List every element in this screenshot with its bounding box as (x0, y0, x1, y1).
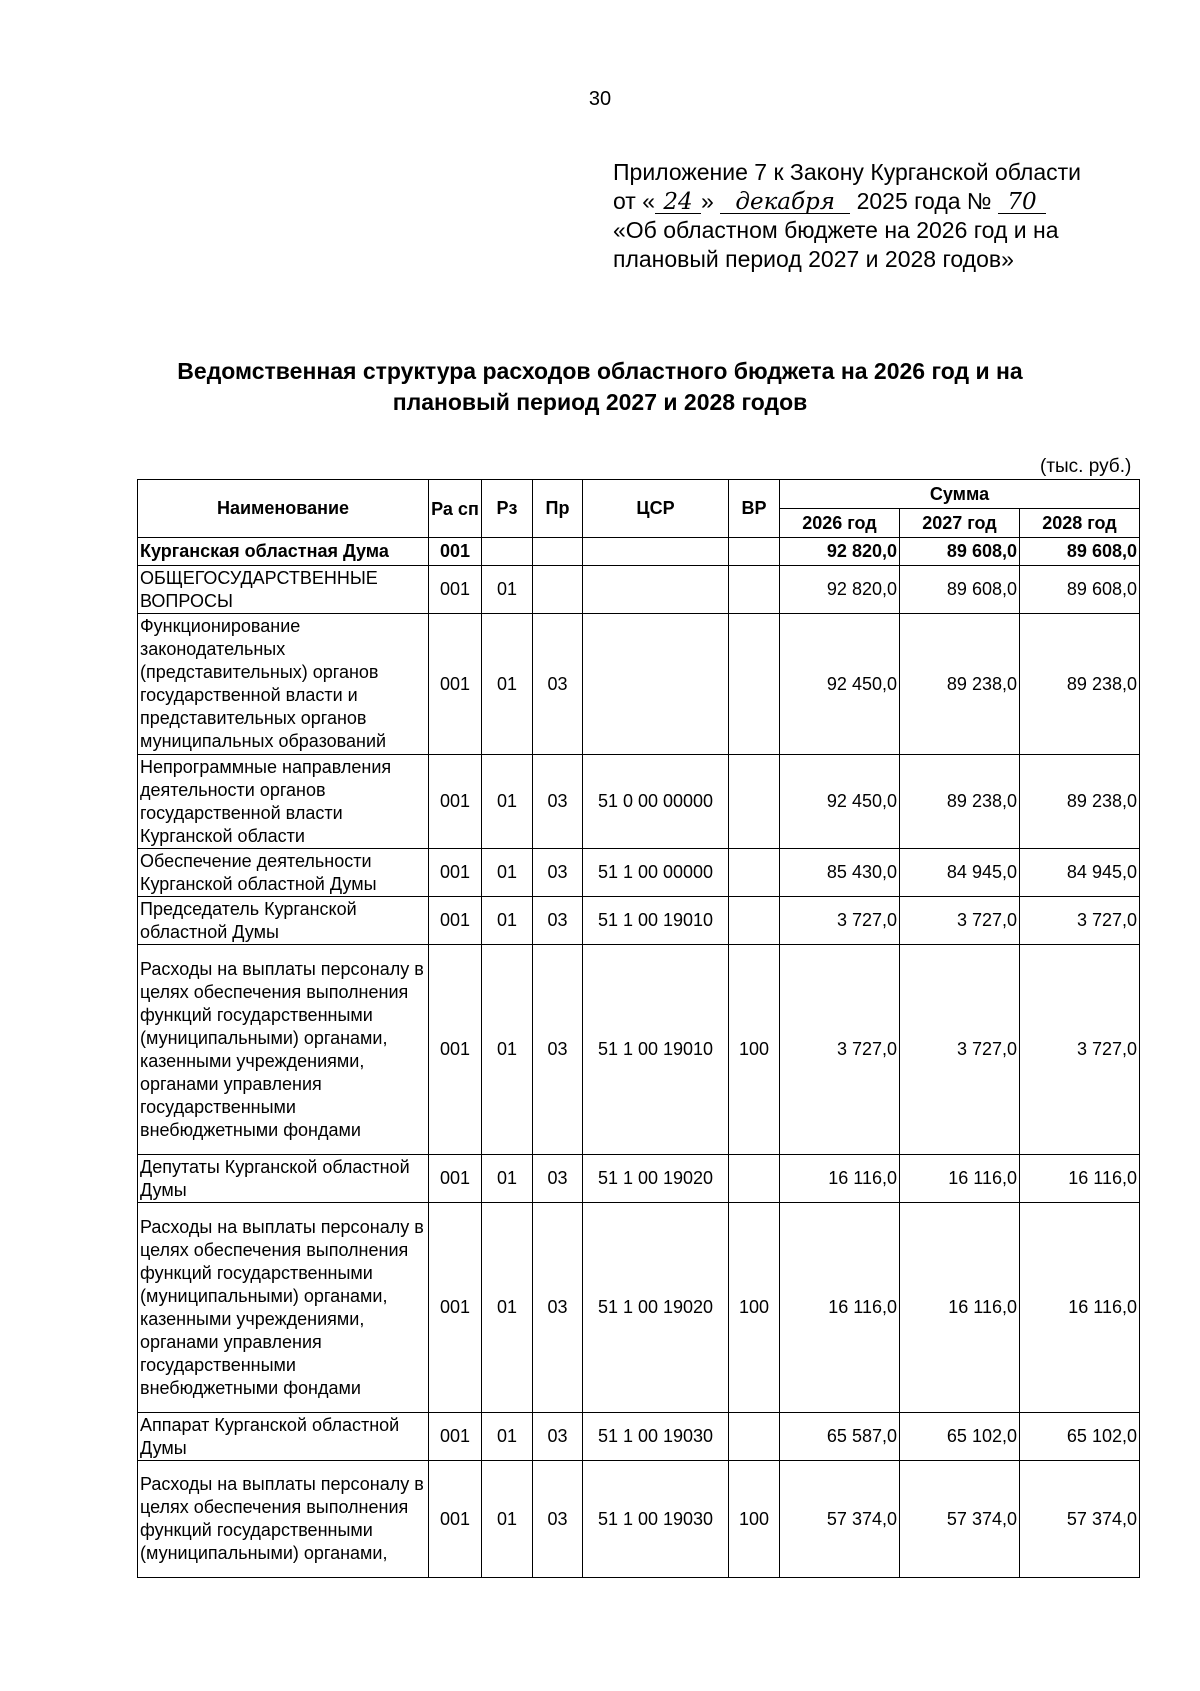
row-csr: 51 1 00 19010 (583, 897, 729, 945)
row-name: Председатель Курганской областной Думы (138, 897, 429, 945)
row-vr (729, 849, 780, 897)
row-rz: 01 (482, 1461, 533, 1578)
row-csr: 51 1 00 19010 (583, 945, 729, 1155)
table-row (138, 1413, 1140, 1461)
row-pr: 03 (533, 849, 583, 897)
row-2028: 16 116,0 (1020, 1155, 1140, 1203)
row-vr (729, 566, 780, 614)
header-csr: ЦСР (583, 480, 729, 538)
row-csr: 51 1 00 00000 (583, 849, 729, 897)
row-pr: 03 (533, 1155, 583, 1203)
table-row (138, 897, 1140, 945)
row-2026: 3 727,0 (780, 945, 900, 1155)
row-csr: 51 1 00 19020 (583, 1203, 729, 1413)
row-name: ОБЩЕГОСУДАРСТВЕННЫЕ ВОПРОСЫ (138, 566, 429, 614)
row-2026: 92 820,0 (780, 566, 900, 614)
row-rasp: 001 (429, 897, 482, 945)
row-2026: 16 116,0 (780, 1155, 900, 1203)
header-rasp: Ра сп (429, 480, 482, 538)
row-pr (533, 538, 583, 566)
row-rasp: 001 (429, 566, 482, 614)
row-rasp: 001 (429, 1461, 482, 1578)
row-csr: 51 0 00 00000 (583, 755, 729, 849)
page-number: 30 (588, 88, 612, 110)
header-rz: Рз (482, 480, 533, 538)
row-2027: 89 238,0 (900, 614, 1020, 755)
row-2028: 89 608,0 (1020, 538, 1140, 566)
row-rasp: 001 (429, 755, 482, 849)
row-csr: 51 1 00 19030 (583, 1461, 729, 1578)
row-rasp: 001 (429, 614, 482, 755)
row-rasp: 001 (429, 945, 482, 1155)
annex-header (613, 158, 1153, 274)
header-2028: 2028 год (1020, 509, 1140, 538)
handwritten-month: декабря (720, 191, 850, 214)
handwritten-law-number: 70 (998, 191, 1046, 214)
title-line-2: плановый период 2027 и 2028 годов (392, 389, 808, 415)
row-2027: 84 945,0 (900, 849, 1020, 897)
row-csr: 51 1 00 19030 (583, 1413, 729, 1461)
row-csr (583, 538, 729, 566)
row-rasp: 001 (429, 1155, 482, 1203)
annex-line-2 (613, 187, 1153, 216)
row-name: Расходы на выплаты персоналу в целях обеспечения выполнения функций государственными (муниципальными) органами, (138, 1461, 429, 1578)
row-name: Депутаты Курганской областной Думы (138, 1155, 429, 1203)
row-rasp: 001 (429, 1203, 482, 1413)
budget-table (137, 479, 1140, 1578)
header-pr: Пр (533, 480, 583, 538)
annex-close-quote: » (701, 188, 714, 214)
row-name: Аппарат Курганской областной Думы (138, 1413, 429, 1461)
row-2027: 16 116,0 (900, 1203, 1020, 1413)
row-rz: 01 (482, 897, 533, 945)
row-name: Обеспечение деятельности Курганской областной Думы (138, 849, 429, 897)
table-row (138, 1203, 1140, 1413)
row-vr (729, 1413, 780, 1461)
row-2027: 16 116,0 (900, 1155, 1020, 1203)
table-row (138, 1155, 1140, 1203)
row-csr (583, 614, 729, 755)
table-row (138, 1461, 1140, 1578)
row-2026: 92 450,0 (780, 755, 900, 849)
row-2028: 89 608,0 (1020, 566, 1140, 614)
row-2026: 92 450,0 (780, 614, 900, 755)
row-name: Расходы на выплаты персоналу в целях обеспечения выполнения функций государственными (муниципальными) органами, казенными учреждениями, органами управления государственными внебюджетными фондами (138, 945, 429, 1155)
header-name: Наименование (138, 480, 429, 538)
row-pr: 03 (533, 755, 583, 849)
header-2026: 2026 год (780, 509, 900, 538)
row-2026: 65 587,0 (780, 1413, 900, 1461)
row-vr: 100 (729, 1203, 780, 1413)
row-2027: 3 727,0 (900, 945, 1020, 1155)
row-rz: 01 (482, 755, 533, 849)
annex-line-4: плановый период 2027 и 2028 годов» (613, 246, 1014, 272)
header-vr: ВР (729, 480, 780, 538)
row-2027: 89 608,0 (900, 566, 1020, 614)
row-rz: 01 (482, 614, 533, 755)
row-vr (729, 897, 780, 945)
row-name: Непрограммные направления деятельности органов государственной власти Курганской области (138, 755, 429, 849)
annex-line-3: «Об областном бюджете на 2026 год и на (613, 217, 1059, 243)
row-name: Курганская областная Дума (138, 538, 429, 566)
row-2028: 89 238,0 (1020, 614, 1140, 755)
row-rz: 01 (482, 945, 533, 1155)
row-2028: 16 116,0 (1020, 1203, 1140, 1413)
row-2028: 3 727,0 (1020, 897, 1140, 945)
row-2028: 57 374,0 (1020, 1461, 1140, 1578)
row-2026: 85 430,0 (780, 849, 900, 897)
row-2026: 57 374,0 (780, 1461, 900, 1578)
row-vr (729, 755, 780, 849)
table-row (138, 614, 1140, 755)
row-2026: 16 116,0 (780, 1203, 900, 1413)
row-rz: 01 (482, 1413, 533, 1461)
row-pr (533, 566, 583, 614)
header-2027: 2027 год (900, 509, 1020, 538)
row-pr: 03 (533, 945, 583, 1155)
row-rasp: 001 (429, 538, 482, 566)
row-vr (729, 538, 780, 566)
row-2028: 3 727,0 (1020, 945, 1140, 1155)
row-name: Функционирование законодательных (представительных) органов государственной власти и представительных органов муниципальных образований (138, 614, 429, 755)
row-rasp: 001 (429, 1413, 482, 1461)
document-title (0, 356, 1200, 418)
row-rz: 01 (482, 566, 533, 614)
table-row (138, 849, 1140, 897)
row-pr: 03 (533, 614, 583, 755)
row-2028: 84 945,0 (1020, 849, 1140, 897)
row-pr: 03 (533, 897, 583, 945)
table-row (138, 755, 1140, 849)
row-vr: 100 (729, 1461, 780, 1578)
row-vr: 100 (729, 945, 780, 1155)
table-row (138, 945, 1140, 1155)
annex-year-text: 2025 года № (856, 188, 992, 214)
annex-from-prefix: от « (613, 188, 656, 214)
row-rz: 01 (482, 1203, 533, 1413)
row-name: Расходы на выплаты персоналу в целях обеспечения выполнения функций государственными (муниципальными) органами, казенными учреждениями, органами управления государственными внебюджетными фондами (138, 1203, 429, 1413)
row-vr (729, 614, 780, 755)
annex-line-1: Приложение 7 к Закону Курганской области (613, 159, 1081, 185)
row-rz (482, 538, 533, 566)
title-line-1: Ведомственная структура расходов областного бюджета на 2026 год и на (177, 358, 1023, 384)
row-2027: 65 102,0 (900, 1413, 1020, 1461)
row-2027: 57 374,0 (900, 1461, 1020, 1578)
row-2027: 89 238,0 (900, 755, 1020, 849)
row-pr: 03 (533, 1461, 583, 1578)
table-row (138, 566, 1140, 614)
row-2026: 92 820,0 (780, 538, 900, 566)
row-2026: 3 727,0 (780, 897, 900, 945)
row-pr: 03 (533, 1203, 583, 1413)
handwritten-day: 24 (655, 191, 701, 214)
row-2027: 89 608,0 (900, 538, 1020, 566)
row-2028: 65 102,0 (1020, 1413, 1140, 1461)
row-rasp: 001 (429, 849, 482, 897)
header-sum: Сумма (780, 480, 1140, 509)
row-2027: 3 727,0 (900, 897, 1020, 945)
row-csr (583, 566, 729, 614)
row-csr: 51 1 00 19020 (583, 1155, 729, 1203)
units-label: (тыс. руб.) (1040, 456, 1132, 477)
row-rz: 01 (482, 849, 533, 897)
row-2028: 89 238,0 (1020, 755, 1140, 849)
row-rz: 01 (482, 1155, 533, 1203)
row-pr: 03 (533, 1413, 583, 1461)
table-row (138, 538, 1140, 566)
row-vr (729, 1155, 780, 1203)
